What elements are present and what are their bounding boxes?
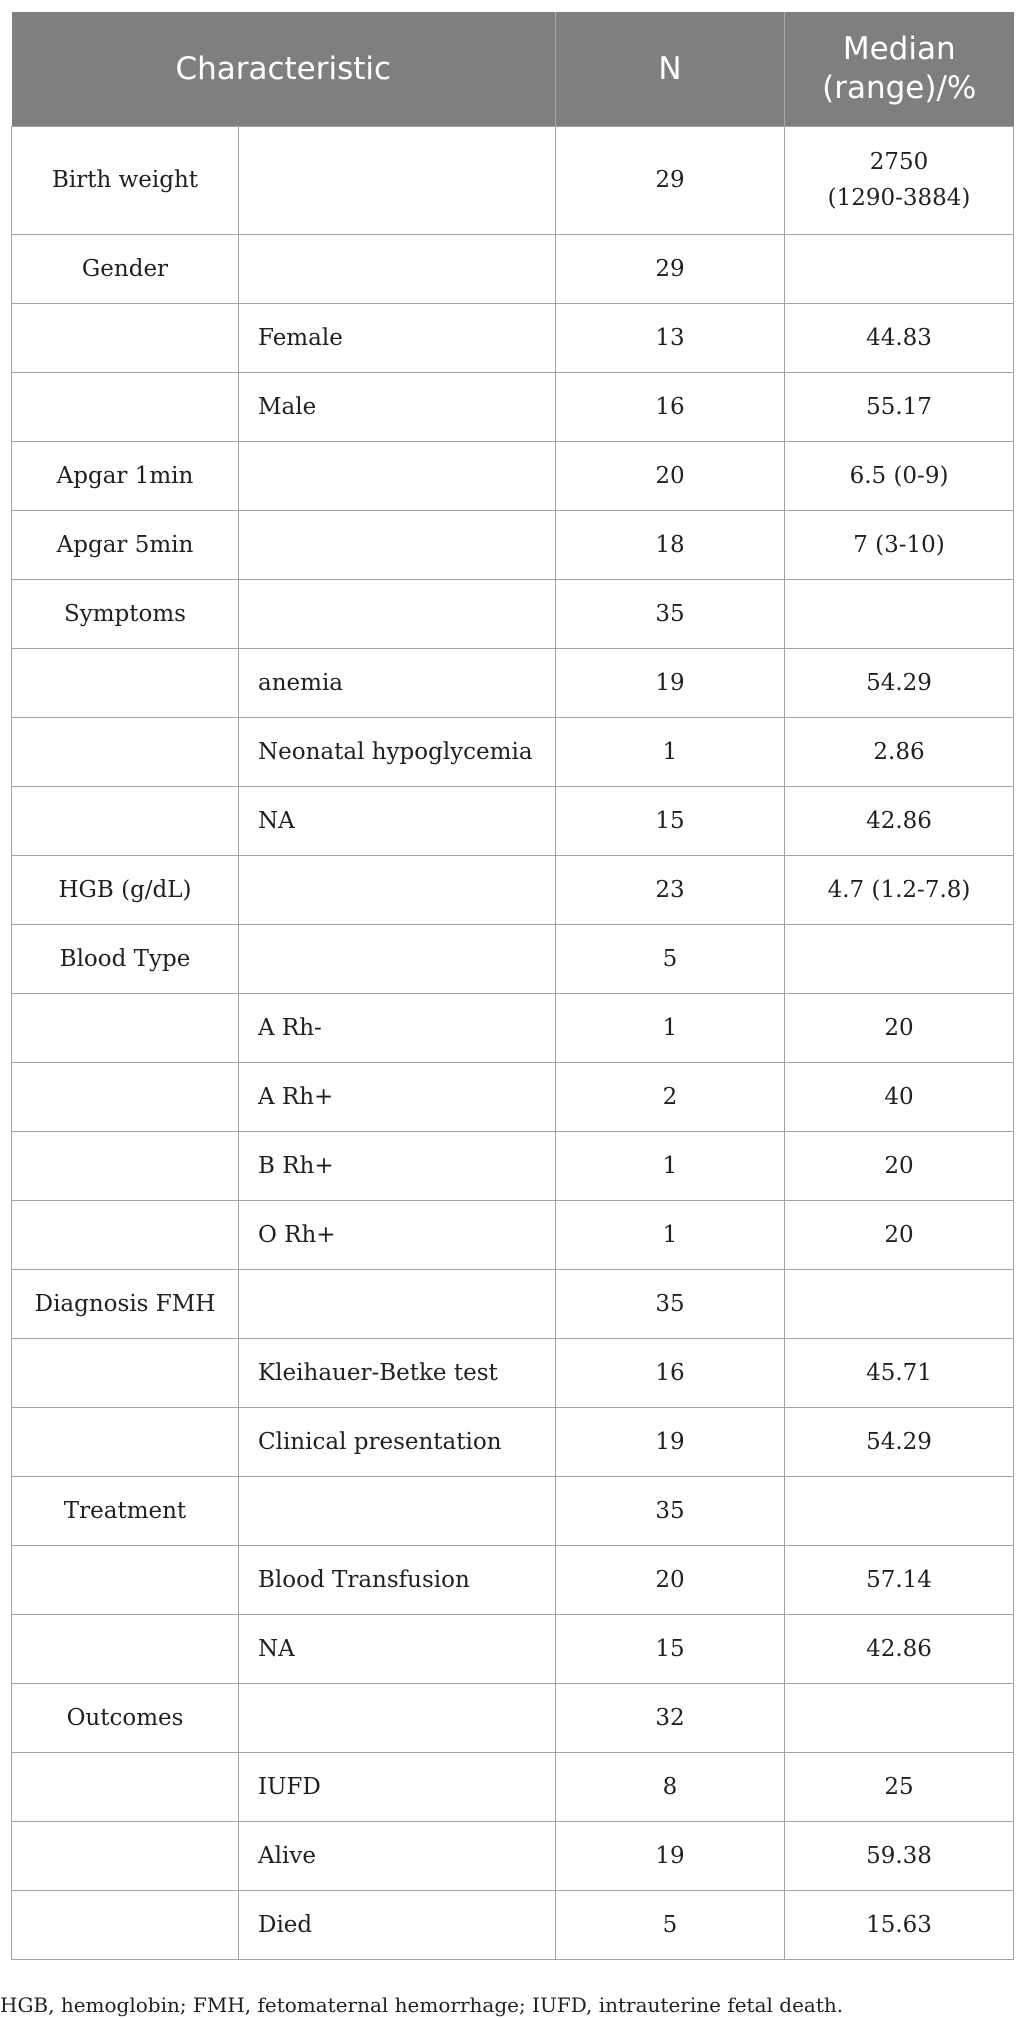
table-row	[12, 649, 1014, 718]
cell-characteristic: HGB (g/dL)	[12, 856, 239, 925]
cell-median-range	[785, 1477, 1014, 1546]
cell-median-range: 4.7 (1.2-7.8)	[785, 856, 1014, 925]
cell-median-range	[785, 580, 1014, 649]
cell-median-range: 42.86	[785, 1615, 1014, 1684]
table-row	[12, 1132, 1014, 1201]
table-row	[12, 1684, 1014, 1753]
cell-subcategory: Alive	[239, 1822, 556, 1891]
table-row	[12, 1546, 1014, 1615]
cell-n: 19	[556, 649, 785, 718]
header-characteristic: Characteristic	[12, 12, 556, 127]
cell-n: 16	[556, 1339, 785, 1408]
cell-characteristic: Gender	[12, 235, 239, 304]
cell-median-range: 45.71	[785, 1339, 1014, 1408]
cell-median-range: 55.17	[785, 373, 1014, 442]
cell-n: 2	[556, 1063, 785, 1132]
cell-characteristic: Symptoms	[12, 580, 239, 649]
cell-median-range: 20	[785, 994, 1014, 1063]
cell-subcategory	[239, 127, 556, 235]
cell-median-range	[785, 235, 1014, 304]
cell-median-range: 7 (3-10)	[785, 511, 1014, 580]
cell-n: 29	[556, 235, 785, 304]
table-row	[12, 580, 1014, 649]
cell-median-range	[785, 1270, 1014, 1339]
table-row	[12, 1201, 1014, 1270]
cell-n: 5	[556, 1891, 785, 1960]
cell-median-range	[785, 1684, 1014, 1753]
header-median	[785, 12, 1014, 127]
cell-subcategory: O Rh+	[239, 1201, 556, 1270]
table-footnote: HGB, hemoglobin; FMH, fetomaternal hemorrhage; IUFD, intrauterine fetal death.	[0, 1993, 844, 2017]
cell-characteristic	[12, 649, 239, 718]
cell-subcategory: Clinical presentation	[239, 1408, 556, 1477]
cell-characteristic: Apgar 5min	[12, 511, 239, 580]
table-row	[12, 1753, 1014, 1822]
table-row	[12, 511, 1014, 580]
table-header	[12, 12, 1014, 127]
cell-median-range: 42.86	[785, 787, 1014, 856]
cell-subcategory: Kleihauer-Betke test	[239, 1339, 556, 1408]
cell-subcategory	[239, 511, 556, 580]
cell-median-range: 54.29	[785, 1408, 1014, 1477]
cell-n: 18	[556, 511, 785, 580]
cell-n: 19	[556, 1822, 785, 1891]
table-row	[12, 442, 1014, 511]
cell-subcategory: Female	[239, 304, 556, 373]
table-row	[12, 1408, 1014, 1477]
table-row	[12, 1477, 1014, 1546]
cell-n: 1	[556, 994, 785, 1063]
cell-characteristic	[12, 1891, 239, 1960]
table-row	[12, 1270, 1014, 1339]
cell-median-range: 2750 (1290-3884)	[785, 127, 1014, 235]
cell-median-range: 6.5 (0-9)	[785, 442, 1014, 511]
characteristics-table-container	[11, 12, 1013, 1960]
cell-characteristic	[12, 373, 239, 442]
cell-subcategory: anemia	[239, 649, 556, 718]
cell-characteristic	[12, 1822, 239, 1891]
table-row	[12, 994, 1014, 1063]
cell-median-range: 59.38	[785, 1822, 1014, 1891]
cell-characteristic	[12, 994, 239, 1063]
table-row	[12, 1339, 1014, 1408]
cell-subcategory: A Rh-	[239, 994, 556, 1063]
table-body	[12, 127, 1014, 1960]
table-row	[12, 856, 1014, 925]
cell-subcategory	[239, 1477, 556, 1546]
cell-characteristic	[12, 304, 239, 373]
cell-n: 15	[556, 787, 785, 856]
cell-characteristic	[12, 1546, 239, 1615]
cell-characteristic	[12, 1615, 239, 1684]
cell-characteristic	[12, 1063, 239, 1132]
cell-n: 15	[556, 1615, 785, 1684]
table-row	[12, 787, 1014, 856]
cell-n: 13	[556, 304, 785, 373]
table-row	[12, 1891, 1014, 1960]
table-row	[12, 1822, 1014, 1891]
cell-subcategory	[239, 925, 556, 994]
cell-characteristic	[12, 1753, 239, 1822]
cell-characteristic: Birth weight	[12, 127, 239, 235]
cell-characteristic: Diagnosis FMH	[12, 1270, 239, 1339]
cell-median-range: 54.29	[785, 649, 1014, 718]
cell-subcategory	[239, 580, 556, 649]
cell-n: 20	[556, 1546, 785, 1615]
cell-subcategory	[239, 235, 556, 304]
cell-n: 32	[556, 1684, 785, 1753]
cell-subcategory: Neonatal hypoglycemia	[239, 718, 556, 787]
cell-characteristic	[12, 1339, 239, 1408]
header-n: N	[556, 12, 785, 127]
cell-n: 1	[556, 718, 785, 787]
cell-subcategory: Blood Transfusion	[239, 1546, 556, 1615]
table-row	[12, 925, 1014, 994]
cell-n: 16	[556, 373, 785, 442]
cell-subcategory: IUFD	[239, 1753, 556, 1822]
cell-characteristic	[12, 1201, 239, 1270]
cell-n: 1	[556, 1201, 785, 1270]
cell-median-range: 20	[785, 1201, 1014, 1270]
cell-median-range: 57.14	[785, 1546, 1014, 1615]
header-median-line1: Median	[842, 31, 956, 68]
cell-subcategory: Died	[239, 1891, 556, 1960]
cell-subcategory	[239, 1270, 556, 1339]
cell-median-range: 20	[785, 1132, 1014, 1201]
cell-n: 5	[556, 925, 785, 994]
cell-median-range: 15.63	[785, 1891, 1014, 1960]
cell-n: 19	[556, 1408, 785, 1477]
cell-characteristic: Blood Type	[12, 925, 239, 994]
cell-median-range: 44.83	[785, 304, 1014, 373]
header-median-line2: (range)/%	[822, 70, 977, 106]
table-row	[12, 718, 1014, 787]
table-row	[12, 1063, 1014, 1132]
cell-n: 20	[556, 442, 785, 511]
cell-subcategory: Male	[239, 373, 556, 442]
cell-subcategory: NA	[239, 1615, 556, 1684]
cell-subcategory: NA	[239, 787, 556, 856]
cell-n: 35	[556, 1270, 785, 1339]
table-row	[12, 304, 1014, 373]
characteristics-table	[11, 12, 1014, 1960]
cell-median-range: 40	[785, 1063, 1014, 1132]
cell-characteristic	[12, 1408, 239, 1477]
table-row	[12, 373, 1014, 442]
cell-median-range	[785, 925, 1014, 994]
cell-subcategory	[239, 442, 556, 511]
cell-characteristic	[12, 787, 239, 856]
cell-characteristic	[12, 718, 239, 787]
cell-n: 23	[556, 856, 785, 925]
cell-n: 35	[556, 1477, 785, 1546]
cell-n: 29	[556, 127, 785, 235]
cell-characteristic: Apgar 1min	[12, 442, 239, 511]
table-row	[12, 127, 1014, 235]
cell-n: 1	[556, 1132, 785, 1201]
cell-characteristic: Treatment	[12, 1477, 239, 1546]
table-row	[12, 235, 1014, 304]
cell-n: 35	[556, 580, 785, 649]
cell-characteristic	[12, 1132, 239, 1201]
cell-subcategory: B Rh+	[239, 1132, 556, 1201]
cell-n: 8	[556, 1753, 785, 1822]
table-row	[12, 1615, 1014, 1684]
header-row	[12, 12, 1014, 127]
cell-median-range: 2.86	[785, 718, 1014, 787]
cell-subcategory	[239, 1684, 556, 1753]
cell-characteristic: Outcomes	[12, 1684, 239, 1753]
cell-subcategory	[239, 856, 556, 925]
cell-median-range: 25	[785, 1753, 1014, 1822]
cell-subcategory: A Rh+	[239, 1063, 556, 1132]
